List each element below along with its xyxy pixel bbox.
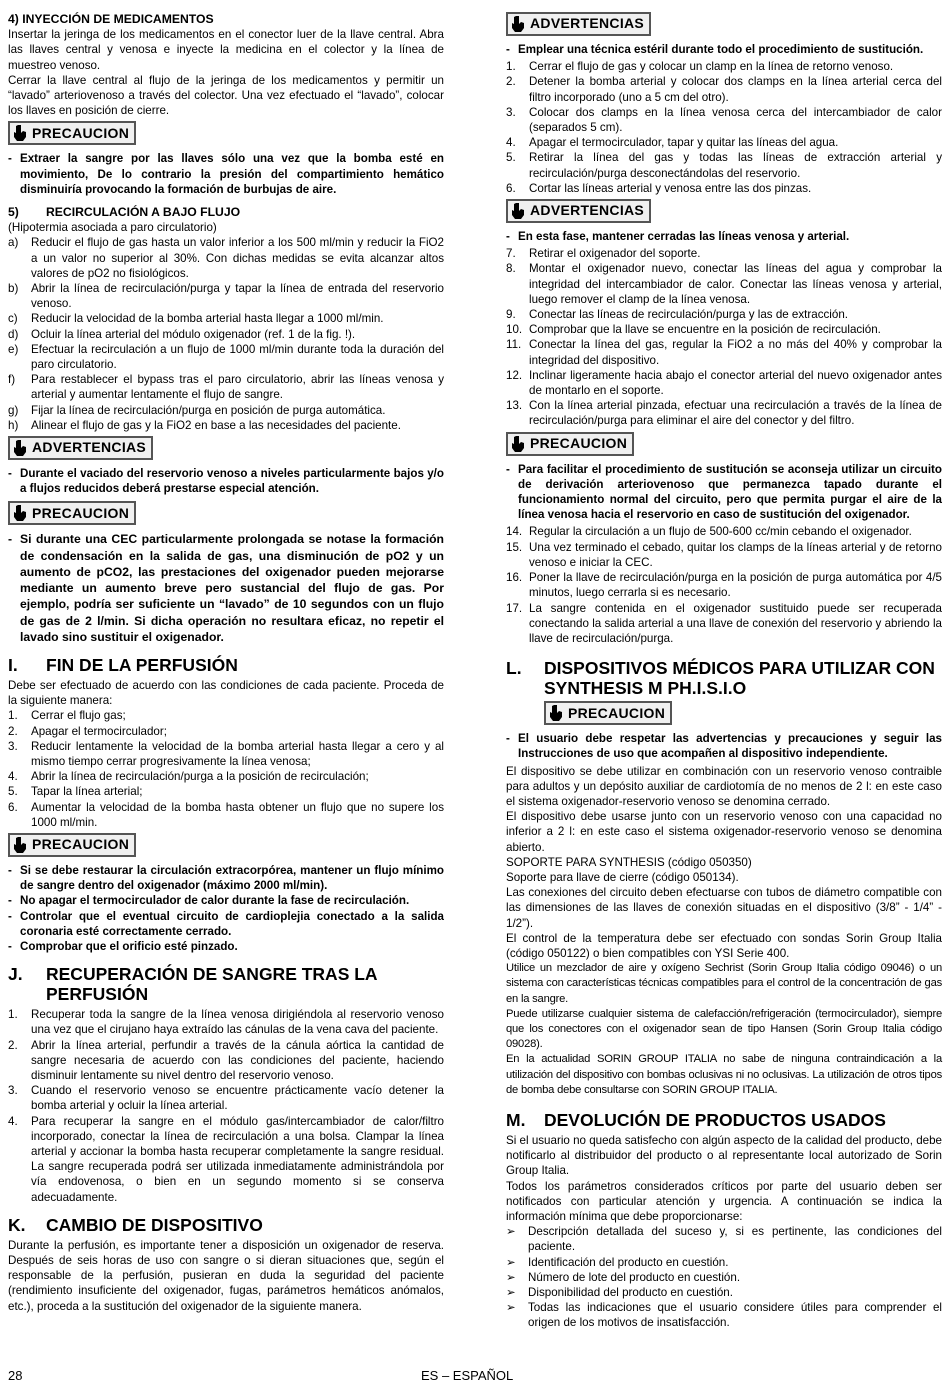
list-item: 12. Inclinar ligeramente hacia abajo el conector arterial del nuevo oxigenador antes de montarlo en el soporte. <box>506 368 942 398</box>
precaution-box <box>506 432 634 456</box>
paragraph: En la actualidad SORIN GROUP ITALIA no sabe de ninguna contraindicación a la utilización del dispositivo con bombas oclusivas ni no oclusivas. La utilización de otros tipos de bomba debe consultarse con SORIN GROUP ITALIA. <box>506 1053 942 1096</box>
list-item: - Si durante una CEC particularmente prolongada se notase la formación de condensación en la salida de gas, una disminución de pO2 y un aumento de pCO2, las prestaciones del oxigenador pueden mejorarse mediante un aumento breve pero sustancial del flujo de gas. Por ejemplo, podría ser suficiente un “lavado” de 10 segundos con un flujo de gas de 2 l/min. Si dicha operación no resultara eficaz, no repetir el lavado sino sustituir el oxigenador. <box>8 532 444 644</box>
paragraph: Las conexiones del circuito deben efectuarse con tubos de diámetro compatible con las dimensiones de las llaves de conexión situadas en el dispositivo (3/8” - 1/4” - 1/2”). <box>506 886 942 930</box>
note-list <box>8 466 444 496</box>
list-item: f) Para restablecer el bypass tras el paro circulatorio, abrir las líneas venosa y arterial y aumentar lentamente el flujo de sangre. <box>8 373 444 402</box>
hand-pointing-icon <box>549 705 563 721</box>
list-item: 4. Abrir la línea de recirculación/purga a la posición de recirculación; <box>8 770 369 784</box>
list-item: g) Fijar la línea de recirculación/purga en posición de purga automática. <box>8 403 386 417</box>
list-item: 10. Comprobar que la llave se encuentre en la posición de recirculación. <box>506 323 881 337</box>
precaution-label: PRECAUCION <box>32 836 130 853</box>
hand-pointing-icon <box>511 436 525 452</box>
subtitle: (Hipotermia asociada a paro circulatorio) <box>8 221 217 235</box>
list-item: 5. Tapar la línea arterial; <box>8 785 143 799</box>
note-list <box>8 531 444 644</box>
list-item: d) Ocluir la línea arterial del módulo oxigenador (ref. 1 de la fig. !). <box>8 327 356 341</box>
list-item: h) Alinear el flujo de gas y la FiO2 en base a las necesidades del paciente. <box>8 418 401 432</box>
hand-pointing-icon <box>13 440 27 456</box>
list-item: - Extraer la sangre por las llaves sólo una vez que la bomba esté en movimiento, De lo contrario la presión del compartimiento hemático disminuiría provocando la formación de burbujas de aire. <box>8 152 444 196</box>
precaution-label: PRECAUCION <box>568 704 666 721</box>
list-item: 13. Con la línea arterial pinzada, efectuar una recirculación a través de la línea de recirculación/purga para eliminar el aire del conector y del filtro. <box>506 399 942 428</box>
paragraph: Puede utilizarse cualquier sistema de calefacción/refrigeración (termocirculador), siempre que los conectores con el oxigenador sean de tipo Hansen (Sorin Group Italia código 09028). <box>506 1007 942 1051</box>
precaution-label: PRECAUCION <box>530 435 628 452</box>
paragraph: Durante la perfusión, es importante tener a disposición un oxigenador de reserva. Después de seis horas de uso con sangre o si dieran situaciones que, según el responsable de la perfusión, pusieran en duda la seguridad del paciente (rendimiento insuficiente del oxigenador, fugas, parámetros hemáticos anómalos, etc.), proceda a la sustitución del oxigenador de la siguiente manera. <box>8 1238 444 1313</box>
precaution-box <box>8 121 136 145</box>
list-item: 2. Detener la bomba arterial y colocar dos clamps en la línea arterial cerca del filtro incorporado (uno a 5 cm del otro). <box>506 75 942 104</box>
list-item: ➢ Identificación del producto en cuestión. <box>506 1255 729 1269</box>
list-item: - Emplear una técnica estéril durante todo el procedimiento de sustitución. <box>506 43 924 56</box>
section-4-title: 4) INYECCIÓN DE MEDICAMENTOS <box>8 12 214 26</box>
list-item: 6. Cortar las líneas arterial y venosa entre las dos pinzas. <box>506 181 812 195</box>
section-L-heading: L. DISPOSITIVOS MÉDICOS PARA UTILIZAR CON SYNTHESIS M PH.I.S.I.O <box>506 658 935 699</box>
list-item: e) Efectuar la recirculación a un flujo de 1000 ml/min durante toda la duración del paro circulatorio. <box>8 342 444 372</box>
list-item: 1. Cerrar el flujo de gas y colocar un clamp en la línea de retorno venoso. <box>506 60 894 74</box>
list-item: 3. Reducir lentamente la velocidad de la bomba arterial hasta llegar a cero y al mismo tiempo cerrar progresivamente la línea venosa; <box>8 739 444 768</box>
section-I-heading: I. FIN DE LA PERFUSIÓN <box>8 654 238 675</box>
precaution-label: PRECAUCION <box>32 124 130 141</box>
list-item: 8. Montar el oxigenador nuevo, conectar las líneas del agua y comprobar la integridad del intercambiador de calor. Conectar las líneas venosa y arterial, luego remover el clamp de la línea venosa. <box>506 262 942 306</box>
warning-label: ADVERTENCIAS <box>530 202 645 219</box>
list-item: 2. Apagar el termocirculador; <box>8 724 167 738</box>
note-list <box>506 229 942 244</box>
paragraph: Soporte para llave de cierre (código 050134). <box>506 870 739 884</box>
list-item: 1. Recuperar toda la sangre de la línea venosa dirigiéndola al reservorio venoso una vez que el cirujano haya extraído las cánulas de la vena cava del paciente. <box>8 1008 444 1037</box>
list-item: - Durante el vaciado del reservorio venoso a niveles particularmente bajos y/o a flujos reducidos deberá prestarse especial atención. <box>8 467 444 496</box>
precaution-label: PRECAUCION <box>32 504 130 521</box>
note-list <box>506 42 942 57</box>
language-label: ES – ESPAÑOL <box>421 1368 514 1383</box>
note-list <box>506 462 942 523</box>
section-M-heading: M. DEVOLUCIÓN DE PRODUCTOS USADOS <box>506 1109 886 1130</box>
precaution-box <box>8 501 136 525</box>
list-item: - Para facilitar el procedimiento de sustitución se aconseja utilizar un circuito de derivación arteriovenoso que permanezca tapado durante el funcionamiento normal del circuito, pero que permita purgar el aire de la línea venosa hacia el reservorio en caso de sustitución del oxigenador. <box>506 462 942 522</box>
list-item: ➢ Todas las indicaciones que el usuario considere útiles para comprender el origen de los motivos de insatisfacción. <box>506 1301 942 1330</box>
warning-box <box>506 199 651 223</box>
paragraph: Debe ser efectuado de acuerdo con las condiciones de cada paciente. Proceda de la siguiente manera: <box>8 678 444 708</box>
list-item: - No apagar el termocirculador de calor durante la fase de recirculación. <box>8 894 410 908</box>
list-item: 1. Cerrar el flujo gas; <box>8 709 126 723</box>
paragraph: Todos los parámetros considerados críticos por parte del usuario deben ser notificados con particular atención y urgencia. A continuación se indica la información mínima que debe proporcionarse: <box>506 1179 942 1223</box>
warning-label: ADVERTENCIAS <box>530 15 645 32</box>
warning-label: ADVERTENCIAS <box>32 439 147 456</box>
list-item: ➢ Disponibilidad del producto en cuestión. <box>506 1286 733 1300</box>
paragraph: Si el usuario no queda satisfecho con algún aspecto de la calidad del producto, debe notificarlo al distribuidor del producto o al representante local autorizado de Sorin Group Italia. <box>506 1133 942 1178</box>
note-list <box>8 863 444 954</box>
precaution-box <box>544 701 672 725</box>
left-column <box>8 12 444 1314</box>
precaution-box <box>8 833 136 857</box>
hand-pointing-icon <box>511 203 525 219</box>
right-column <box>506 12 942 1331</box>
section-K-heading: K. CAMBIO DE DISPOSITIVO <box>8 1214 263 1235</box>
bullet-list <box>506 1224 942 1330</box>
section-5-title: 5) RECIRCULACIÓN A BAJO FLUJO <box>8 205 241 220</box>
list-item: 6. Aumentar la velocidad de la bomba hasta obtener un flujo que no supere los 1000 ml/min. <box>8 800 444 829</box>
list-item: 9. Conectar las líneas de recirculación/purga y las de extracción. <box>506 308 848 322</box>
steps-list <box>8 235 444 433</box>
list-item: 14. Regular la circulación a un flujo de 500-600 cc/min cebando el oxigenador. <box>506 525 912 539</box>
hand-pointing-icon <box>13 125 27 141</box>
hand-pointing-icon <box>13 837 27 853</box>
steps-list <box>8 708 444 830</box>
paragraph: El dispositivo se debe utilizar en combinación con un reservorio venoso contraible para adultos y un depósito auxiliar de cardiotomía de no menos de 2 l: en este caso el sistema oxigenador-reservorio venoso se denomina cerrado. <box>506 764 942 808</box>
steps-list <box>506 246 942 428</box>
paragraph: El dispositivo debe usarse junto con un reservorio venoso con una capacidad no inferior a 2 l: en este caso el sistema oxigenador-reservorio venoso se denomina abierto. <box>506 810 942 854</box>
list-item: 2. Abrir la línea arterial, perfundir a través de la cánula aórtica la cantidad de sangre necesaria de acuerdo con las condiciones del paciente, haciendo disminuir lentamente su nivel dentro del reservorio venoso. <box>8 1038 444 1082</box>
page-number: 28 <box>8 1368 23 1383</box>
warning-box <box>506 12 651 36</box>
note-list <box>8 151 444 197</box>
paragraph: Insertar la jeringa de los medicamentos en el conector luer de la llave central. Abra las llaves central y venosa e inyecte la medicina en el colector y la línea de muestreo venoso. <box>8 28 444 72</box>
list-item: - Controlar que el eventual circuito de cardioplejia conectado a la salida coronaria esté correctamente cerrado. <box>8 909 444 938</box>
paragraph: El control de la temperatura debe ser efectuado con sondas Sorin Group Italia (código 050122) o bien compatibles con YSI Serie 400. <box>506 931 942 960</box>
list-item: 4. Para recuperar la sangre en el módulo gas/intercambiador de calor/filtro incorporado, conectar la línea de recirculación a una bolsa. Clampar la línea arterial y accionar la bomba hasta recuperar completamente la sangre residual. La sangre recuperada podrá ser utilizada inmediatamente administrándola por vía endovenosa, o bien en un segundo momento si se conserva adecuadamente. <box>8 1114 444 1204</box>
paragraph: SOPORTE PARA SYNTHESIS (código 050350) <box>506 855 752 869</box>
list-item: 3. Colocar dos clamps en la línea venosa cerca del intercambiador de calor (separados 5 cm). <box>506 105 942 135</box>
list-item: - El usuario debe respetar las advertencias y precauciones y seguir las Instrucciones de uso que acompañen al dispositivo independiente. <box>506 732 942 761</box>
warning-box <box>8 436 153 460</box>
note-list <box>506 731 942 761</box>
list-item: 7. Retirar el oxigenador del soporte. <box>506 247 701 261</box>
section-J-heading: J. RECUPERACIÓN DE SANGRE TRAS LA PERFUSIÓN <box>8 964 377 1005</box>
steps-list <box>506 524 942 646</box>
list-item: - Si se debe restaurar la circulación extracorpórea, mantener un flujo mínimo de sangre dentro del oxigenador (máximo 2000 ml/min). <box>8 863 444 893</box>
list-item: 4. Apagar el termocirculador, tapar y quitar las líneas del agua. <box>506 136 839 150</box>
paragraph: Cerrar la llave central al flujo de la jeringa de los medicamentos y permitir un “lavado” arteriovenoso a través del colector. Una vez efectuado el “lavado”, colocar los llaves en posición de cierre. <box>8 73 444 118</box>
list-item: - Comprobar que el orificio esté pinzado. <box>8 939 238 953</box>
list-item: c) Reducir la velocidad de la bomba arterial hasta llegar a 1000 ml/min. <box>8 312 384 326</box>
paragraph: Utilice un mezclador de aire y oxígeno Sechrist (Sorin Group Italia código 09046) o un sistema con características técnicas compatibles para el control de la concentración de gas en la sangre. <box>506 962 942 1005</box>
list-item: ➢ Descripción detallada del suceso y, si es pertinente, las condiciones del paciente. <box>506 1225 942 1254</box>
hand-pointing-icon <box>13 505 27 521</box>
list-item: - En esta fase, mantener cerradas las líneas venosa y arterial. <box>506 230 850 244</box>
list-item: 17. La sangre contenida en el oxigenador sustituido puede ser recuperada conectando la salida arterial a una llave de conexión del reservorio y abriendo la llave de recirculación/purga. <box>506 601 942 645</box>
list-item: 3. Cuando el reservorio venoso se encuentre prácticamente vacío detener la bomba arterial y ocluir la línea arterial. <box>8 1084 444 1113</box>
list-item: 5. Retirar la línea del gas y todas las líneas de extracción arterial y recirculación/purga desconectándolas del reservorio. <box>506 151 942 180</box>
hand-pointing-icon <box>511 16 525 32</box>
steps-list <box>506 59 942 196</box>
list-item: ➢ Número de lote del producto en cuestión. <box>506 1270 741 1284</box>
list-item: 11. Conectar la línea del gas, regular la FiO2 a no más del 40% y comprobar la integridad del dispositivo. <box>506 338 942 367</box>
list-item: 16. Poner la llave de recirculación/purga en la posición de purga automática por 4/5 minutos, luego cerrarla si es necesario. <box>506 571 942 600</box>
list-item: b) Abrir la línea de recirculación/purga y tapar la línea de entrada del reservorio venoso. <box>8 282 444 311</box>
list-item: a) Reducir el flujo de gas hasta un valor inferior a los 500 ml/min y reducir la FiO2 a un valor no superior al 30%. Con dichas medidas se evita alcanzar altos valores de pO2 no fisiológicos. <box>8 236 444 280</box>
list-item: 15. Una vez terminado el cebado, quitar los clamps de la líneas arterial y de retorno venoso e iniciar la CEC. <box>506 540 942 569</box>
steps-list <box>8 1007 444 1205</box>
